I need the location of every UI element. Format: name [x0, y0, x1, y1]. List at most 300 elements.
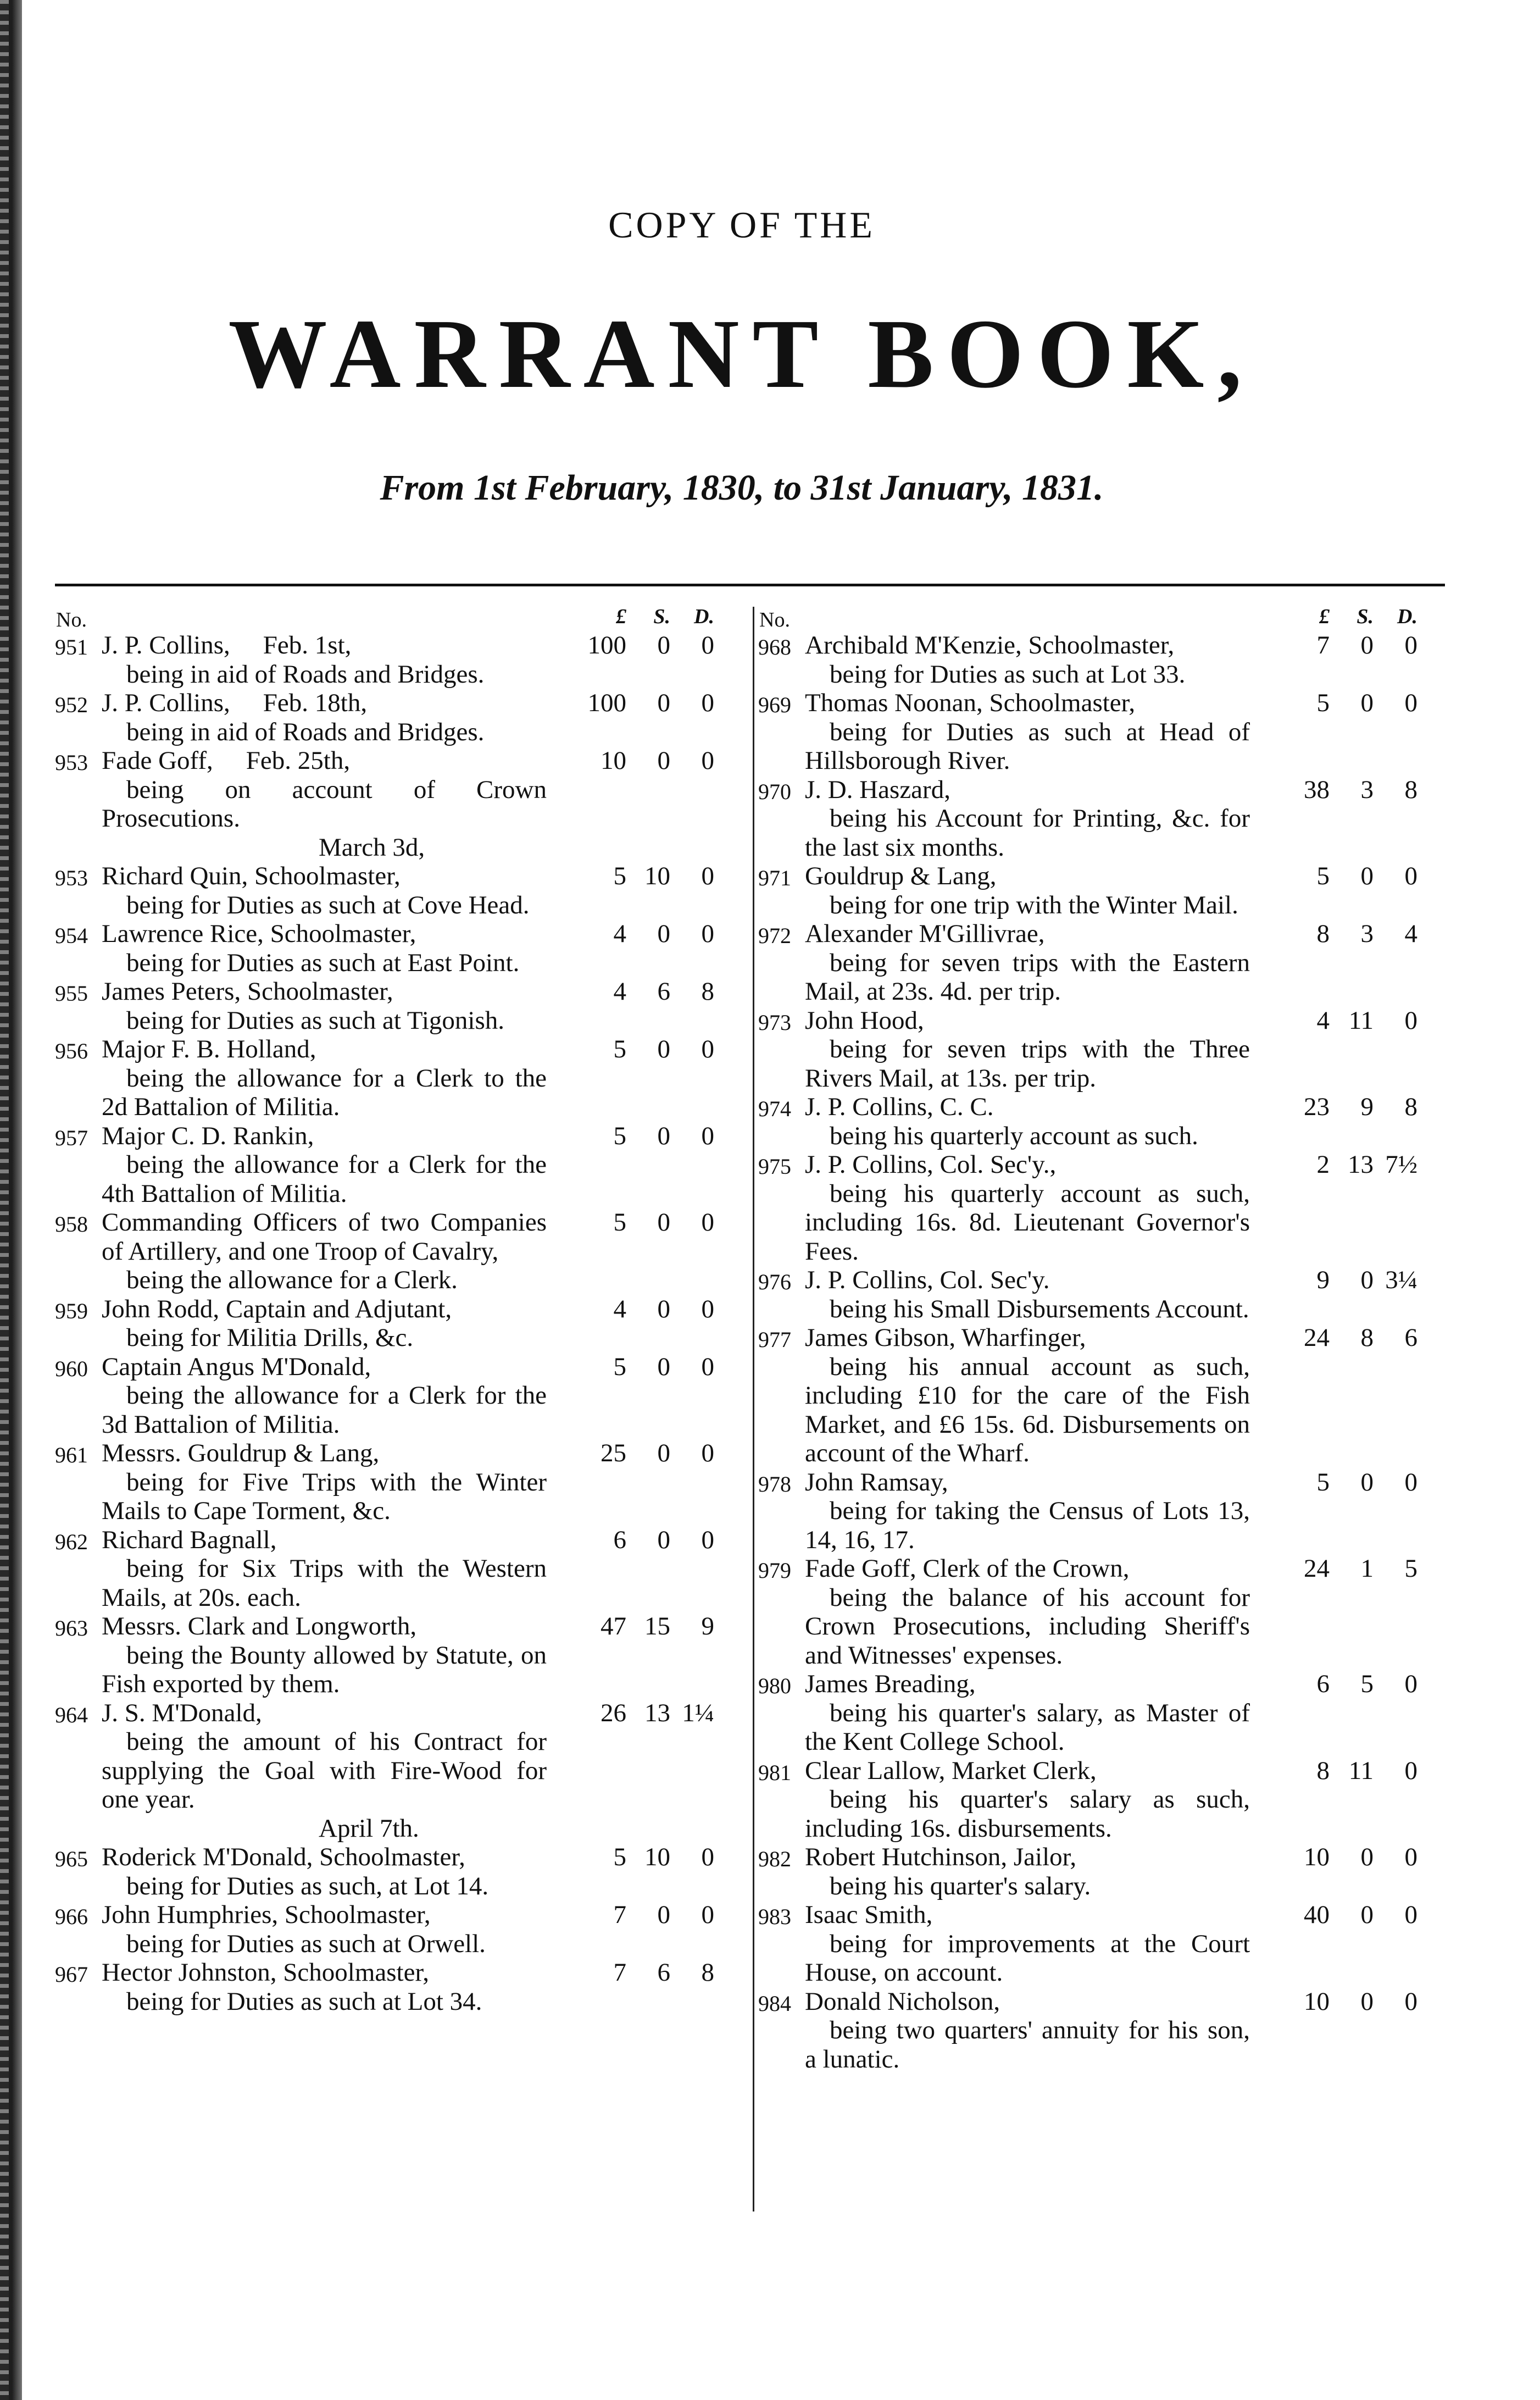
amount-pence: 8: [701, 977, 714, 1006]
amount-shillings: 0: [657, 1208, 670, 1237]
warrant-text: [805, 919, 1250, 1006]
warrant-text: [805, 1670, 1250, 1756]
warrant-entry: [758, 1843, 1420, 1900]
warrant-entry: [55, 1612, 717, 1699]
amount-pence: 1¼: [682, 1698, 714, 1727]
header-pence: D.: [1397, 605, 1417, 628]
warrant-description: being the allowance for a Clerk for the 3d Battalion of Militia.: [102, 1381, 547, 1439]
warrant-number: 964: [55, 1702, 88, 1727]
amount-pounds: 5: [613, 1208, 626, 1237]
warrant-entry: [55, 631, 717, 689]
payee-name: Lawrence Rice, Schoolmaster,: [102, 919, 416, 948]
warrant-text: [102, 1843, 547, 1900]
warrant-text: [102, 1612, 547, 1699]
warrant-description: being his quarterly account as such.: [830, 1121, 1198, 1150]
amount-shillings: 10: [644, 1843, 670, 1871]
amount-pounds: 4: [613, 919, 626, 948]
warrant-number: 969: [758, 692, 791, 717]
warrant-entry: [758, 1093, 1420, 1150]
left-column: [55, 605, 717, 2016]
payee-name: Isaac Smith,: [805, 1900, 933, 1929]
amount-pence: 0: [701, 862, 714, 890]
warrant-number: 968: [758, 635, 791, 659]
warrant-entry: [55, 1035, 717, 1122]
warrant-entry: [758, 1900, 1420, 1987]
amount-pence: 0: [1404, 1006, 1417, 1035]
warrant-entry: [55, 1699, 717, 1814]
amount-shillings: 13: [1348, 1150, 1374, 1179]
amount-shillings: 13: [644, 1698, 670, 1727]
amount-pence: 0: [1404, 1987, 1417, 2016]
warrant-text: [805, 1006, 1250, 1093]
warrant-text: [102, 1208, 547, 1295]
amount-pounds: 8: [1316, 1756, 1330, 1785]
warrant-text: [102, 862, 547, 919]
warrant-description: being for Duties as such, at Lot 14.: [126, 1871, 489, 1900]
warrant-entry: [758, 1756, 1420, 1843]
warrant-entry: [758, 1670, 1420, 1756]
warrant-number: 982: [758, 1847, 791, 1871]
warrant-number: 975: [758, 1154, 791, 1179]
date-heading: April 7th.: [319, 1814, 419, 1843]
warrant-text: [805, 1468, 1250, 1555]
amount-pounds: 47: [601, 1612, 626, 1640]
amount-shillings: 10: [644, 862, 670, 890]
amount-shillings: 0: [1360, 1843, 1374, 1871]
warrant-entry: [758, 631, 1420, 689]
warrant-text: [102, 1699, 547, 1814]
amount-pounds: 4: [613, 1294, 626, 1323]
amount-shillings: 0: [1360, 1467, 1374, 1496]
amount-pence: 8: [1404, 1093, 1417, 1121]
warrant-number: 953: [55, 866, 88, 890]
warrant-text: [102, 1526, 547, 1612]
warrant-entry: [55, 1526, 717, 1612]
warrant-number: 965: [55, 1847, 88, 1871]
amount-shillings: 0: [657, 1035, 670, 1063]
payee-name: Major F. B. Holland,: [102, 1035, 316, 1063]
spine-edge-specks: [0, 0, 9, 2400]
warrant-description: being in aid of Roads and Bridges.: [126, 717, 485, 746]
amount-pounds: 100: [587, 631, 626, 659]
warrant-entry: [758, 1266, 1420, 1323]
amount-pence: 0: [701, 1352, 714, 1381]
amount-pence: 0: [701, 1121, 714, 1150]
amount-pounds: 7: [613, 1900, 626, 1929]
warrant-text: [805, 689, 1250, 775]
warrant-entry: [55, 1439, 717, 1526]
warrant-text: [805, 1987, 1250, 2074]
amount-pounds: 7: [613, 1958, 626, 1987]
warrant-number: 954: [55, 923, 88, 948]
right-column: [758, 605, 1420, 2074]
warrant-description: being two quarters' annuity for his son, a lunatic.: [805, 2016, 1250, 2074]
warrant-description: being for Duties as such at Cove Head.: [126, 890, 530, 919]
amount-shillings: 6: [657, 977, 670, 1006]
warrant-entry: [758, 1323, 1420, 1468]
payee-name: Fade Goff,: [102, 746, 213, 775]
payee-name: Captain Angus M'Donald,: [102, 1352, 371, 1381]
warrant-text: [805, 1150, 1250, 1266]
warrant-description: being for seven trips with the Three Rivers Mail, at 13s. per trip.: [805, 1035, 1250, 1093]
warrant-entry: [758, 1006, 1420, 1093]
amount-pence: 0: [701, 1208, 714, 1237]
warrant-text: [805, 1266, 1250, 1323]
amount-shillings: 0: [657, 746, 670, 775]
warrant-date: Feb. 18th,: [263, 689, 368, 717]
amount-pounds: 5: [613, 1352, 626, 1381]
amount-pounds: 2: [1316, 1150, 1330, 1179]
amount-shillings: 0: [1360, 862, 1374, 890]
amount-shillings: 0: [657, 1900, 670, 1929]
warrant-description: being for seven trips with the Eastern Mail, at 23s. 4d. per trip.: [805, 948, 1250, 1006]
amount-pounds: 10: [1304, 1987, 1330, 2016]
amount-pence: 0: [701, 1294, 714, 1323]
amount-pounds: 38: [1304, 775, 1330, 804]
warrant-description: being his Account for Printing, &c. for the last six months.: [805, 804, 1250, 862]
warrant-entry: [758, 1150, 1420, 1266]
payee-name: Gouldrup & Lang,: [805, 862, 997, 890]
warrant-entry: [55, 977, 717, 1035]
payee-name: James Gibson, Wharfinger,: [805, 1323, 1086, 1352]
amount-pounds: 8: [1316, 919, 1330, 948]
amount-pounds: 100: [587, 689, 626, 717]
amount-pence: 0: [701, 1900, 714, 1929]
warrant-entry: [55, 1208, 717, 1295]
header-no: No.: [56, 608, 87, 631]
payee-name: John Humphries, Schoolmaster,: [102, 1900, 431, 1929]
amount-pounds: 5: [1316, 689, 1330, 717]
amount-pence: 0: [1404, 1467, 1417, 1496]
amount-pence: 0: [1404, 1843, 1417, 1871]
amount-pounds: 10: [1304, 1843, 1330, 1871]
header-pence: D.: [694, 605, 714, 628]
warrant-description: being his annual account as such, including £10 for the care of the Fish Market, and £6 15s. 6d. Disbursements on account of the Wharf.: [805, 1352, 1250, 1467]
warrant-entry: [758, 689, 1420, 775]
payee-name: Richard Bagnall,: [102, 1525, 277, 1554]
warrant-text: [805, 1900, 1250, 1987]
warrant-number: 962: [55, 1529, 88, 1554]
warrant-description: being for Militia Drills, &c.: [126, 1323, 414, 1352]
warrant-entry: [758, 862, 1420, 919]
amount-pounds: 6: [1316, 1670, 1330, 1698]
warrant-text: [102, 631, 547, 689]
header-no: No.: [759, 608, 790, 631]
amount-pounds: 4: [613, 977, 626, 1006]
warrant-description: being his quarterly account as such, including 16s. 8d. Lieutenant Governor's Fees.: [805, 1179, 1250, 1266]
warrant-text: [102, 1900, 547, 1958]
column-divider: [753, 607, 754, 2211]
amount-pounds: 5: [613, 1035, 626, 1063]
warrant-description: being the Bounty allowed by Statute, on Fish exported by them.: [102, 1640, 547, 1698]
title-line-copy-of-the: COPY OF THE: [608, 204, 875, 246]
amount-pounds: 24: [1304, 1554, 1330, 1583]
warrant-entry: [55, 1295, 717, 1353]
payee-name: Hector Johnston, Schoolmaster,: [102, 1958, 429, 1987]
amount-shillings: 0: [1360, 631, 1374, 659]
warrant-description: being for Duties as such at Head of Hillsborough River.: [805, 717, 1250, 775]
warrant-description: being for Five Trips with the Winter Mails to Cape Torment, &c.: [102, 1467, 547, 1525]
amount-pounds: 24: [1304, 1323, 1330, 1352]
warrant-entry: [55, 919, 717, 977]
amount-shillings: 0: [657, 1439, 670, 1467]
amount-pence: 3¼: [1385, 1266, 1417, 1294]
warrant-entry: [758, 1468, 1420, 1555]
amount-shillings: 6: [657, 1958, 670, 1987]
payee-name: Major C. D. Rankin,: [102, 1121, 314, 1150]
payee-name: Roderick M'Donald, Schoolmaster,: [102, 1843, 465, 1871]
warrant-number: 970: [758, 779, 791, 804]
warrant-description: being his Small Disbursements Account.: [830, 1294, 1249, 1323]
warrant-description: being his quarter's salary as such, including 16s. disbursements.: [805, 1785, 1250, 1843]
amount-pence: 0: [701, 919, 714, 948]
warrant-description: being for Duties as such at Lot 33.: [830, 659, 1186, 689]
warrant-date: Feb. 25th,: [246, 746, 351, 775]
payee-name: Archibald M'Kenzie, Schoolmaster,: [805, 631, 1175, 659]
warrant-text: [102, 1035, 547, 1122]
amount-pence: 0: [1404, 1756, 1417, 1785]
warrant-number: 952: [55, 692, 88, 717]
amount-pounds: 5: [1316, 1467, 1330, 1496]
payee-name: Commanding Officers of two Companies of Artillery, and one Troop of Cavalry,: [102, 1208, 547, 1266]
warrant-number: 953: [55, 750, 88, 775]
payee-name: J. D. Haszard,: [805, 775, 950, 804]
amount-pence: 0: [701, 689, 714, 717]
warrant-description: being on account of Crown Prosecutions.: [102, 775, 547, 833]
warrant-number: 977: [758, 1327, 791, 1352]
warrant-number: 973: [758, 1010, 791, 1035]
amount-pence: 0: [1404, 631, 1417, 659]
warrant-description: being for taking the Census of Lots 13, 14, 16, 17.: [805, 1496, 1250, 1554]
warrant-description: being for Duties as such at East Point.: [126, 948, 520, 977]
payee-name: J. P. Collins, Col. Sec'y.: [805, 1266, 1050, 1294]
warrant-description: being the allowance for a Clerk for the 4th Battalion of Militia.: [102, 1150, 547, 1208]
warrant-description: being his quarter's salary.: [830, 1871, 1091, 1900]
warrant-entry: [55, 1900, 717, 1958]
amount-pounds: 6: [613, 1525, 626, 1554]
amount-pounds: 26: [601, 1698, 626, 1727]
warrant-text: [102, 1439, 547, 1526]
payee-name: John Hood,: [805, 1006, 924, 1035]
warrant-entry: [55, 1843, 717, 1900]
date-range-subtitle: From 1st February, 1830, to 31st January, 1831.: [380, 468, 1104, 508]
payee-name: James Peters, Schoolmaster,: [102, 977, 393, 1006]
warrant-text: [102, 977, 547, 1035]
amount-shillings: 11: [1348, 1006, 1374, 1035]
warrant-description: being the amount of his Contract for supplying the Goal with Fire-Wood for one year.: [102, 1727, 547, 1814]
amount-pence: 9: [701, 1612, 714, 1640]
amount-pounds: 5: [1316, 862, 1330, 890]
amount-pence: 0: [1404, 689, 1417, 717]
header-rule: [55, 584, 1445, 586]
payee-name: J. S. M'Donald,: [102, 1698, 262, 1727]
amount-pounds: 5: [613, 1121, 626, 1150]
amount-pence: 0: [701, 1439, 714, 1467]
amount-pounds: 9: [1316, 1266, 1330, 1294]
amount-shillings: 8: [1360, 1323, 1374, 1352]
amount-pence: 5: [1404, 1554, 1417, 1583]
warrant-number: 956: [55, 1039, 88, 1063]
amount-shillings: 0: [657, 631, 670, 659]
warrant-number: 963: [55, 1616, 88, 1640]
payee-name: Clear Lallow, Market Clerk,: [805, 1756, 1097, 1785]
header-pounds: £: [1319, 605, 1330, 628]
warrant-number: 974: [758, 1096, 791, 1121]
warrant-entry: [758, 1987, 1420, 2074]
payee-name: Robert Hutchinson, Jailor,: [805, 1843, 1077, 1871]
amount-shillings: 0: [1360, 689, 1374, 717]
payee-name: Thomas Noonan, Schoolmaster,: [805, 689, 1136, 717]
warrant-text: [805, 1756, 1250, 1843]
warrant-text: [805, 1554, 1250, 1670]
amount-shillings: 0: [657, 919, 670, 948]
warrant-description: being for improvements at the Court House, on account.: [805, 1929, 1250, 1987]
warrant-text: [102, 689, 547, 746]
amount-shillings: 0: [1360, 1266, 1374, 1294]
payee-name: Messrs. Clark and Longworth,: [102, 1612, 417, 1640]
amount-shillings: 3: [1360, 775, 1374, 804]
amount-shillings: 0: [657, 1294, 670, 1323]
warrant-text: [102, 1295, 547, 1353]
amount-shillings: 0: [657, 1352, 670, 1381]
header-shillings: S.: [653, 605, 670, 628]
title-warrant-book: WARRANT BOOK,: [228, 299, 1255, 408]
warrant-text: [805, 1323, 1250, 1468]
amount-shillings: 9: [1360, 1093, 1374, 1121]
warrant-entry: [55, 689, 717, 746]
warrant-text: [102, 1958, 547, 2016]
amount-pence: 0: [701, 1843, 714, 1871]
warrant-text: [805, 862, 1250, 919]
warrant-description: being for one trip with the Winter Mail.: [830, 890, 1238, 919]
amount-shillings: 0: [657, 1121, 670, 1150]
amount-pounds: 25: [601, 1439, 626, 1467]
warrant-number: 960: [55, 1356, 88, 1381]
warrant-description: being the allowance for a Clerk to the 2d Battalion of Militia.: [102, 1063, 547, 1121]
payee-name: J. P. Collins, C. C.: [805, 1093, 994, 1121]
warrant-description: being for Six Trips with the Western Mails, at 20s. each.: [102, 1554, 547, 1612]
warrant-text: [102, 1122, 547, 1209]
warrant-number: 959: [55, 1298, 88, 1323]
amount-pence: 7½: [1385, 1150, 1417, 1179]
payee-name: Donald Nicholson,: [805, 1987, 1000, 2016]
payee-name: J. P. Collins, Col. Sec'y.,: [805, 1150, 1057, 1179]
payee-name: John Rodd, Captain and Adjutant,: [102, 1294, 452, 1323]
warrant-entry: [758, 1554, 1420, 1670]
warrant-number: 984: [758, 1991, 791, 2016]
amount-pence: 0: [1404, 862, 1417, 890]
amount-pence: 8: [701, 1958, 714, 1987]
amount-pounds: 5: [613, 1843, 626, 1871]
amount-pence: 0: [1404, 1670, 1417, 1698]
warrant-number: 972: [758, 923, 791, 948]
amount-pounds: 4: [1316, 1006, 1330, 1035]
payee-name: J. P. Collins,: [102, 689, 230, 717]
warrant-number: 981: [758, 1760, 791, 1785]
warrant-entry: [758, 919, 1420, 1006]
amount-pence: 0: [701, 1525, 714, 1554]
amount-pence: 4: [1404, 919, 1417, 948]
warrant-description: being for Duties as such at Tigonish.: [126, 1006, 505, 1035]
warrant-description: being the balance of his account for Crown Prosecutions, including Sheriff's and Witnesses' expenses.: [805, 1583, 1250, 1670]
date-heading: March 3d,: [319, 833, 425, 862]
payee-name: J. P. Collins,: [102, 631, 230, 659]
amount-shillings: 0: [657, 689, 670, 717]
warrant-entry: [758, 775, 1420, 862]
payee-name: John Ramsay,: [805, 1467, 948, 1496]
amount-pence: 0: [701, 746, 714, 775]
amount-pence: 8: [1404, 775, 1417, 804]
amount-shillings: 0: [657, 1525, 670, 1554]
warrant-description: being in aid of Roads and Bridges.: [126, 659, 485, 689]
amount-pence: 0: [701, 1035, 714, 1063]
warrant-text: [102, 1353, 547, 1439]
payee-name: Richard Quin, Schoolmaster,: [102, 862, 401, 890]
warrant-text: [102, 746, 547, 833]
payee-name: Fade Goff, Clerk of the Crown,: [805, 1554, 1130, 1583]
amount-pence: 0: [701, 631, 714, 659]
warrant-text: [805, 1093, 1250, 1150]
header-shillings: S.: [1356, 605, 1374, 628]
payee-name: Messrs. Gouldrup & Lang,: [102, 1439, 380, 1467]
amount-shillings: 0: [1360, 1987, 1374, 2016]
left-column-header: [55, 605, 717, 631]
amount-shillings: 0: [1360, 1900, 1374, 1929]
warrant-entry: [55, 746, 717, 833]
amount-shillings: 15: [644, 1612, 670, 1640]
warrant-text: [805, 775, 1250, 862]
warrant-number: 979: [758, 1558, 791, 1583]
warrant-number: 983: [758, 1904, 791, 1929]
document-page: [38, 0, 1445, 2400]
amount-pounds: 7: [1316, 631, 1330, 659]
warrant-number: 976: [758, 1270, 791, 1294]
warrant-number: 966: [55, 1904, 88, 1929]
warrant-entry: [55, 862, 717, 919]
right-column-header: [758, 605, 1420, 631]
warrant-number: 957: [55, 1125, 88, 1150]
amount-shillings: 5: [1360, 1670, 1374, 1698]
warrant-entry: [55, 1958, 717, 2016]
payee-name: Alexander M'Gillivrae,: [805, 919, 1045, 948]
amount-shillings: 1: [1360, 1554, 1374, 1583]
amount-pounds: 10: [601, 746, 626, 775]
header-pounds: £: [616, 605, 626, 628]
warrant-entry: [55, 1353, 717, 1439]
warrant-number: 971: [758, 866, 791, 890]
warrant-entry: [55, 1122, 717, 1209]
amount-shillings: 3: [1360, 919, 1374, 948]
warrant-number: 955: [55, 981, 88, 1006]
amount-pounds: 23: [1304, 1093, 1330, 1121]
payee-name: James Breading,: [805, 1670, 976, 1698]
warrant-description: being the allowance for a Clerk.: [126, 1266, 458, 1294]
amount-pounds: 40: [1304, 1900, 1330, 1929]
amount-shillings: 11: [1348, 1756, 1374, 1785]
warrant-number: 978: [758, 1471, 791, 1496]
warrant-text: [805, 631, 1250, 689]
warrant-text: [102, 919, 547, 977]
warrant-description: being his quarter's salary, as Master of the Kent College School.: [805, 1698, 1250, 1756]
amount-pence: 6: [1404, 1323, 1417, 1352]
warrant-number: 980: [758, 1673, 791, 1698]
warrant-number: 951: [55, 635, 88, 659]
amount-pounds: 5: [613, 862, 626, 890]
warrant-number: 967: [55, 1962, 88, 1987]
warrant-text: [805, 1843, 1250, 1900]
warrant-number: 961: [55, 1443, 88, 1467]
warrant-number: 958: [55, 1212, 88, 1237]
